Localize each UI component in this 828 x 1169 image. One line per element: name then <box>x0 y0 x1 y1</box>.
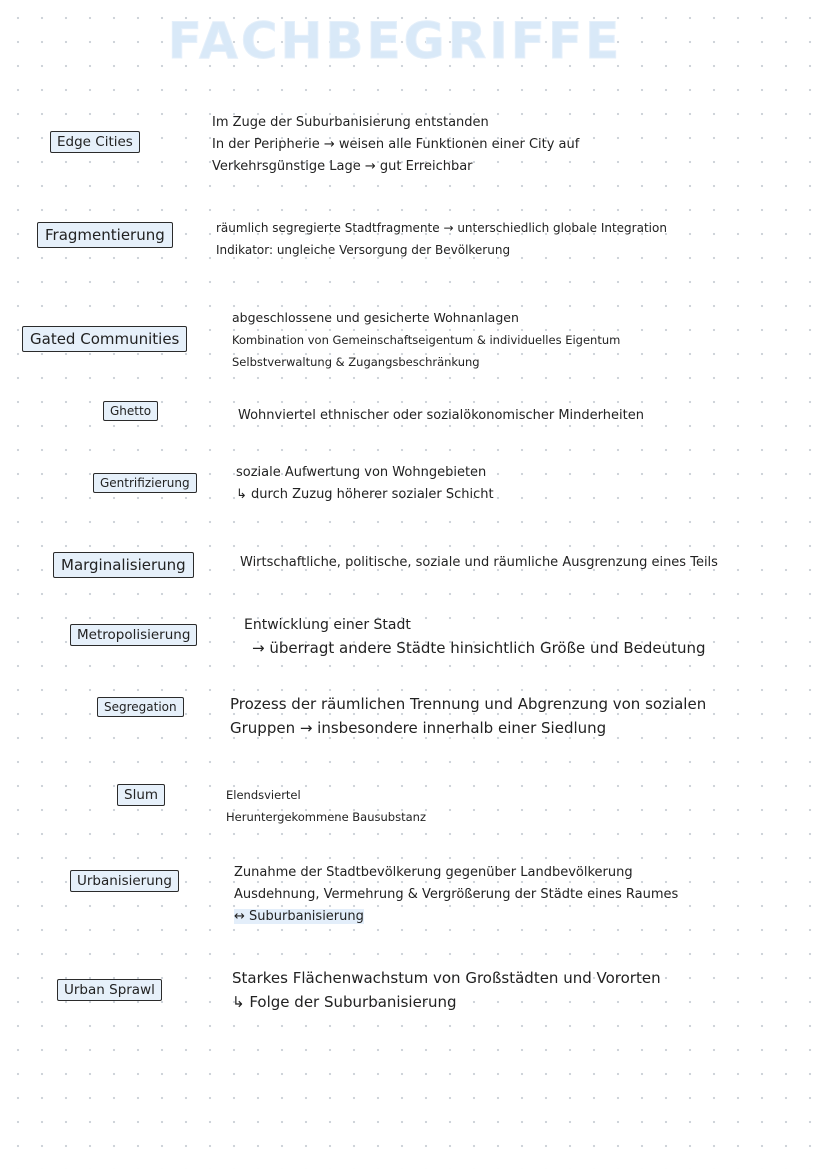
definition-line: ↳ durch Zuzug höherer sozialer Schicht <box>236 487 494 502</box>
definition-line: Zunahme der Stadtbevölkerung gegenüber Landbevölkerung <box>234 865 633 880</box>
definition-ghetto <box>238 405 644 427</box>
term-urban-sprawl: Urban Sprawl <box>57 979 162 1001</box>
definition-urban-sprawl <box>232 966 661 1014</box>
definition-slum <box>226 784 426 828</box>
definition-segregation <box>230 692 706 740</box>
definition-line: soziale Aufwertung von Wohngebieten <box>236 465 487 480</box>
term-marginalisierung: Marginalisierung <box>53 552 194 578</box>
definition-gentrifizierung <box>236 462 494 506</box>
definition-line: Selbstverwaltung & Zugangsbeschränkung <box>232 355 480 369</box>
definition-line: Heruntergekommene Bausubstanz <box>226 810 426 824</box>
definition-marginalisierung <box>240 552 718 574</box>
term-slum: Slum <box>117 784 165 806</box>
definition-line: Wirtschaftliche, politische, soziale und räumliche Ausgrenzung eines Teils <box>240 555 718 570</box>
term-gentrifizierung: Gentrifizierung <box>93 473 197 493</box>
definition-fragmentierung <box>216 217 667 261</box>
term-segregation: Segregation <box>97 697 184 717</box>
definition-line: räumlich segregierte Stadtfragmente → unterschiedlich globale Integration <box>216 221 667 235</box>
definition-line: Gruppen → insbesondere innerhalb einer Siedlung <box>230 719 607 737</box>
definition-line: abgeschlossene und gesicherte Wohnanlagen <box>232 310 519 325</box>
definition-line: Indikator: ungleiche Versorgung der Bevölkerung <box>216 243 511 257</box>
definition-line: Verkehrsgünstige Lage → gut Erreichbar <box>212 159 473 174</box>
definition-line: Prozess der räumlichen Trennung und Abgrenzung von sozialen <box>230 695 707 713</box>
definition-line: Elendsviertel <box>226 788 301 802</box>
definition-line: In der Peripherie → weisen alle Funktionen einer City auf <box>212 137 580 152</box>
definition-line: → überragt andere Städte hinsichtlich Größe und Bedeutung <box>252 639 706 657</box>
definition-urbanisierung <box>234 862 678 928</box>
term-gated-communities: Gated Communities <box>22 326 187 352</box>
definition-line: Im Zuge der Suburbanisierung entstanden <box>212 115 489 130</box>
term-edge-cities: Edge Cities <box>50 131 140 153</box>
definition-gated-communities <box>232 307 620 373</box>
term-fragmentierung: Fragmentierung <box>37 222 173 248</box>
definition-edge-cities <box>212 112 579 178</box>
term-metropolisierung: Metropolisierung <box>70 624 197 646</box>
definition-line: Ausdehnung, Vermehrung & Vergrößerung der Städte eines Raumes <box>234 887 679 902</box>
definition-line <box>234 906 678 928</box>
definition-line: Entwicklung einer Stadt <box>244 617 411 633</box>
definition-line: Wohnviertel ethnischer oder sozialökonomischer Minderheiten <box>238 408 644 423</box>
definition-line: ↳ Folge der Suburbanisierung <box>232 993 457 1011</box>
term-urbanisierung: Urbanisierung <box>70 870 179 892</box>
page-title: FACHBEGRIFFE <box>167 12 623 70</box>
highlighted-term: ↔ Suburbanisierung <box>234 909 364 924</box>
term-ghetto: Ghetto <box>103 401 158 421</box>
definition-line: Starkes Flächenwachstum von Großstädten und Vororten <box>232 969 661 987</box>
definition-metropolisierung <box>244 614 706 660</box>
definition-line: Kombination von Gemeinschaftseigentum & individuelles Eigentum <box>232 333 621 347</box>
